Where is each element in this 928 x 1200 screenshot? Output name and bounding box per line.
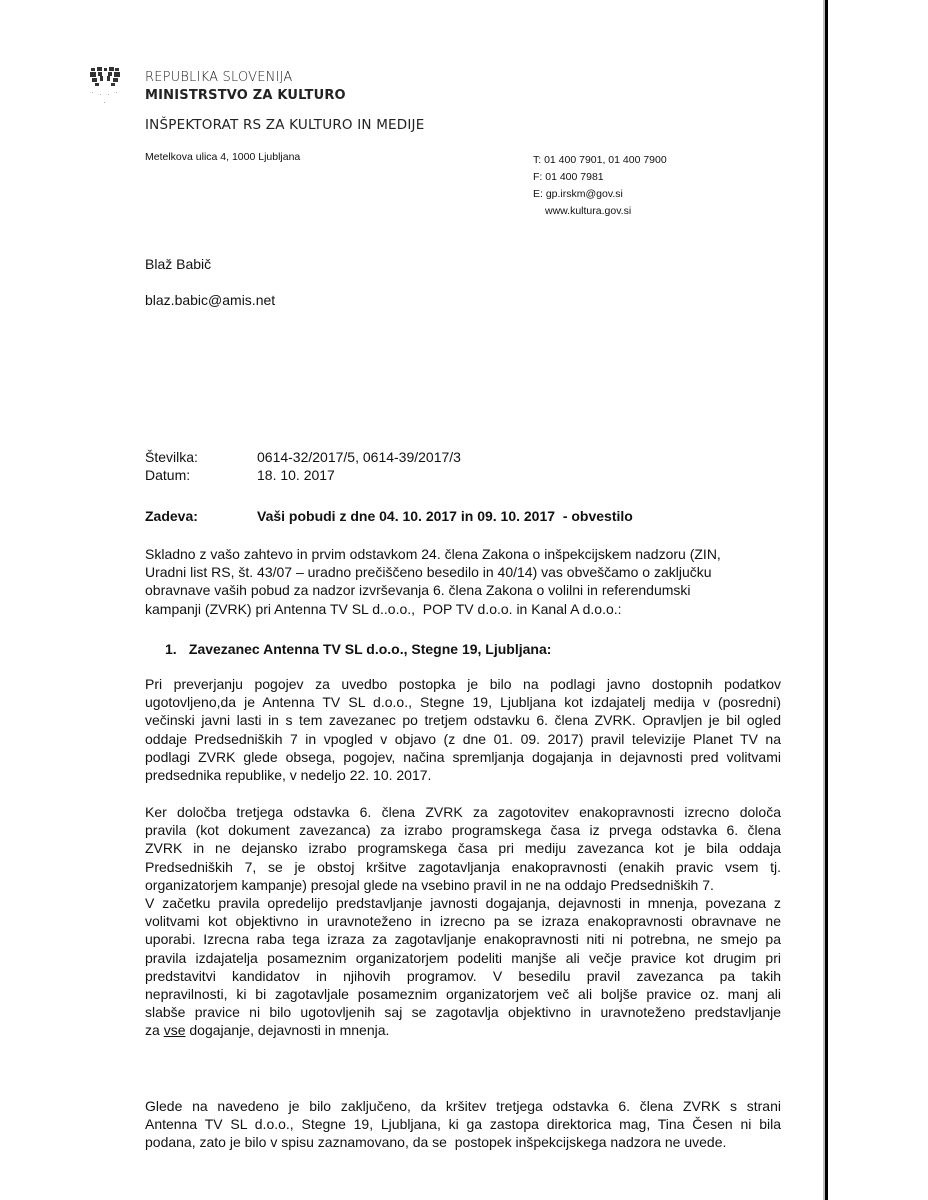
text-line: slabše pravice ni bilo ugotovljenih saj se zagotavlja objektivno in uravnoteženo predstavljanje [145,1004,781,1021]
ministry-name: MINISTRSTVO ZA KULTURO [145,88,346,103]
website-link[interactable]: www.kultura.gov.si [545,205,632,217]
section-heading [165,641,551,657]
text-line: Predsedniških 7, se je obstoj kršitve zagotavljanja enakopravnosti (enakih pravic vsem tj. [145,858,781,875]
text-line: podlagi ZVRK glede obsega, pogojev, načina spremljanja dogajanja in dejavnosti pred volitvami [145,748,781,765]
paragraph-1 [145,675,781,784]
section-number: 1. [165,641,177,657]
text-line: Uradni list RS, št. 43/07 – uradno prečiščeno besedilo in 40/14) vas obveščamo o zaključku [145,564,712,581]
date-label: Datum: [145,467,191,483]
contact-block [533,152,667,220]
reference-number-label: Številka: [145,449,198,465]
date-row [145,466,461,484]
text-fragment: za [145,1022,164,1039]
text-line: volitvami kot objektivno in uravnoteženo in izrecno pa se izraza enakopravnosti obravnave ne [145,913,781,930]
document-meta [145,448,461,484]
paragraph-2 [145,803,781,1040]
underlined-word: vse [163,1022,186,1039]
subject-label: Zadeva: [145,508,198,524]
email-address: E: gp.irskm@gov.si [533,188,623,200]
text-line: organizatorjem kampanje) presojal glede na vsebino pravil in ne na oddajo Predsedniških 7. [145,876,714,893]
recipient-email: blaz.babic@amis.net [145,292,276,308]
reference-number-value: 0614-32/2017/5, 0614-39/2017/3 [257,449,461,465]
text-line: nepravilnosti, ki bi zagotavljale posameznim organizatorjem več ali boljše pravice oz. manj ali [145,986,781,1003]
subject-line [145,508,633,524]
section-title-text: Zavezanec Antenna TV SL d.o.o., Stegne 19, Ljubljana: [188,641,552,657]
text-line: predsednika republike, v nedeljo 22. 10. 2017. [145,767,432,784]
text-line [145,1021,781,1039]
text-fragment: dogajanje, dejavnosti in mnenja. [185,1022,390,1039]
date-value: 18. 10. 2017 [257,467,335,483]
recipient-name: Blaž Babič [145,256,212,272]
republic-name: REPUBLIKA SLOVENIJA [145,70,293,85]
reference-number-row [145,448,461,466]
text-line: Antenna TV SL d.o.o., Stegne 19, Ljubljana, ki ga zastopa direktorica mag, Tina Česen ni bila [145,1116,781,1133]
text-line: uporabi. Izrecna raba tega izraza za zagotavljanje enakopravnosti niti ni potrebna, ne smejo pa [145,931,781,948]
text-line: večinski javni lasti in s tem zavezanec po tretjem odstavku 6. člena ZVRK. Opravljen je bil ogled [145,712,781,729]
intro-paragraph [145,545,785,618]
paragraph-3 [145,1097,781,1152]
text-line: pravila (kot dokument zavezanca) za izrabo programskega časa iz prvega odstavka 6. člena [145,822,781,839]
text-line: V začetku pravila opredelijo predstavljanje javnosti dogajanja, dejavnosti in mnenja, povezana z [145,895,781,912]
phone-number: T: 01 400 7901, 01 400 7900 [533,154,667,166]
text-line: predstavitvi kandidatov in njihovih programov. V besedilu pravil zavezanca pa takih [145,967,781,984]
text-line: oddaje Predsedniških 7 in vpogled v objavo (z dne 01. 09. 2017) pravil televizije Planet TV na [145,730,781,747]
text-line: pravila izdajatelja posameznim organizatorjem podeliti manjše ali večje pravice kot drugim pri [145,949,781,966]
page-edge-line [825,0,828,1200]
text-line: Skladno z vašo zahtevo in prvim odstavkom 24. člena Zakona o inšpekcijskem nadzoru (ZIN, [145,546,721,562]
text-line: ZVRK in ne dejansko izrabo programskega časa pri mediju zavezanca kot je bila oddaja [145,840,781,857]
subject-value: Vaši pobudi z dne 04. 10. 2017 in 09. 10. 2017 - obvestilo [257,508,633,524]
text-line: Glede na navedeno je bilo zaključeno, da kršitev tretjega odstavka 6. člena ZVRK s strani [145,1098,781,1114]
inspectorate-name: INŠPEKTORAT RS ZA KULTURO IN MEDIJE [145,117,425,133]
sender-address: Metelkova ulica 4, 1000 Ljubljana [145,151,301,163]
text-line: Ker določba tretjega odstavka 6. člena ZVRK za zagotovitev enakopravnosti izrecno določa [145,804,781,820]
fax-number: F: 01 400 7981 [533,171,604,183]
text-line: Pri preverjanju pogojev za uvedbo postopka je bilo na podlagi javno dostopnih podatkov [145,676,781,692]
text-line: ugotovljeno,da je Antenna TV SL d.o.o., Stegne 19, Ljubljana kot izdajatelj medija v (posredni) [145,694,781,711]
coat-of-arms-icon [88,66,122,106]
text-line: kampanji (ZVRK) pri Antenna TV SL d..o.o., POP TV d.o.o. in Kanal A d.o.o.: [145,600,622,617]
text-line: podana, zato je bilo v spisu zaznamovano, da se postopek inšpekcijskega nadzora ne uvede. [145,1134,727,1151]
text-line: obravnave vaših pobud za nadzor izvrševanja 6. člena Zakona o volilni in referendumski [145,582,691,599]
